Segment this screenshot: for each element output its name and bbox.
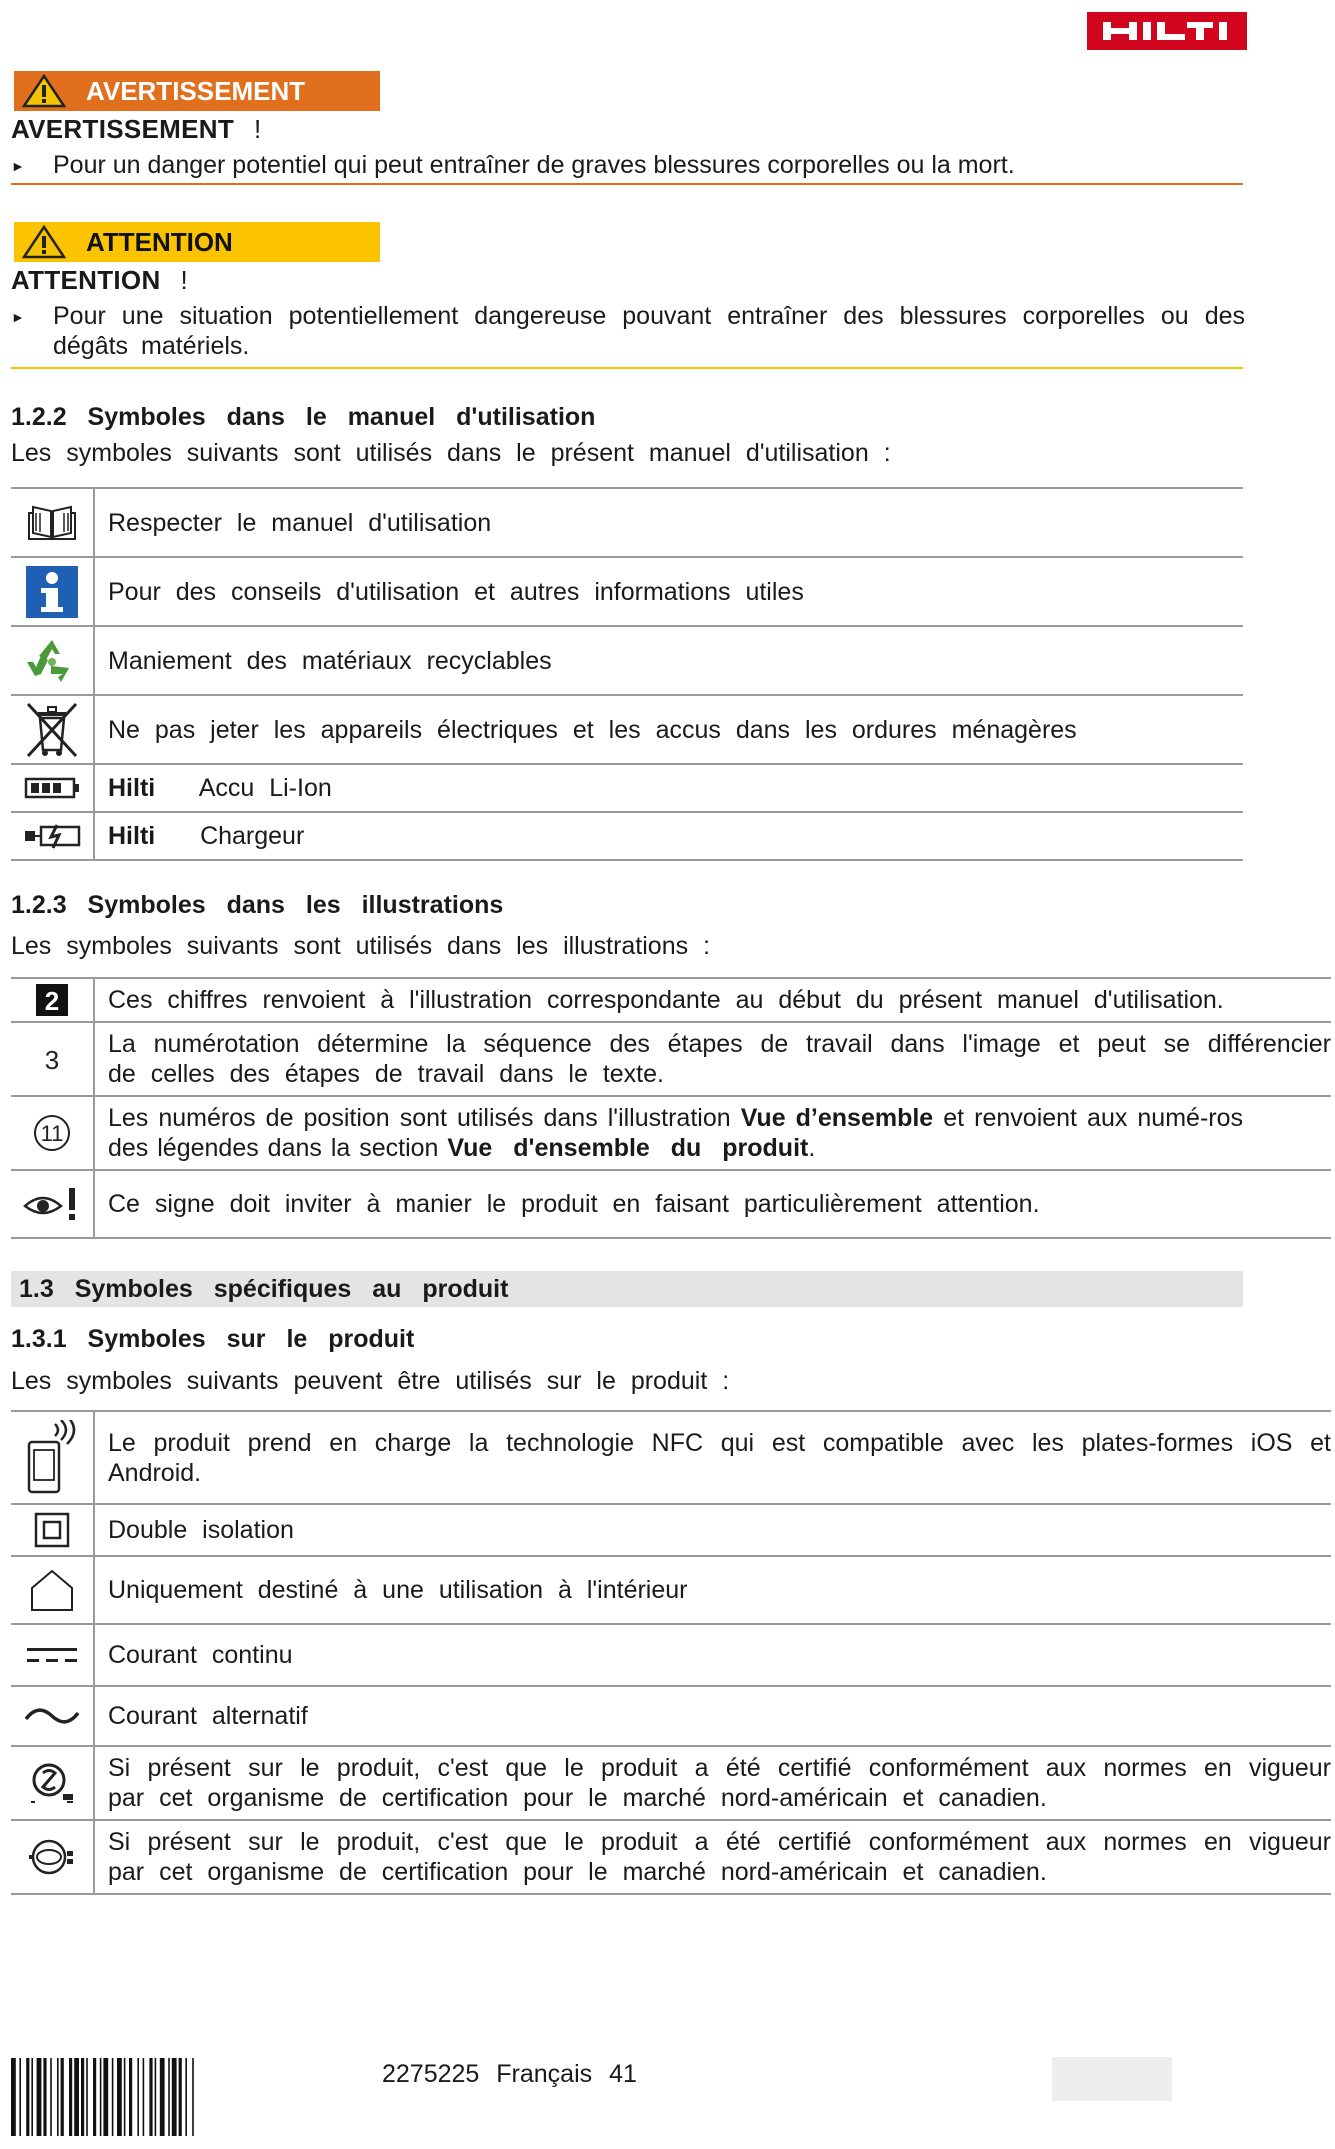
section-intro-1-2-3: Les symboles suivants sont utilisés dans les illustrations :: [11, 932, 711, 960]
table-row: Respecter le manuel d'utilisation: [11, 488, 1243, 557]
met-cert-icon: [27, 1837, 77, 1877]
warning-banner-label: AVERTISSEMENT: [86, 75, 306, 106]
battery-label: Hilti Accu Li-Ion: [94, 764, 1243, 812]
svg-text:2: 2: [44, 986, 60, 1016]
table-row: [11, 764, 1243, 812]
hilti-logo: [1087, 12, 1247, 50]
bullet-arrow-icon: ►: [11, 309, 25, 325]
warning-triangle-icon: [22, 74, 66, 108]
document-language: Français: [496, 2060, 593, 2088]
table-row: [11, 1096, 1331, 1170]
section-heading-1-2-2: 1.2.2 Symboles dans le manuel d'utilisation: [11, 403, 596, 431]
position-number-icon: [32, 1113, 72, 1153]
table-row: Si présent sur le produit, c'est que le produit a été certifié conformément aux normes en vigueur par cet organisme de certification pour le marché nord-américain et canadien.: [11, 1746, 1331, 1820]
table-row: Maniement des matériaux recyclables: [11, 626, 1243, 695]
product-symbols-table: [11, 1410, 1331, 1895]
position-number-text: Les numéros de position sont utilisés dans l'illustration Vue d’ensemble et renvoient aux numé-ros des légendes dans la section Vue d'ensemble du produit.: [94, 1096, 1331, 1170]
barcode-icon: [11, 2058, 355, 2136]
table-row: Le produit prend en charge la technologie NFC qui est compatible avec les plates-formes iOS et Android.: [11, 1411, 1331, 1504]
section-intro-1-3-1: Les symboles suivants peuvent être utilisés sur le produit :: [11, 1367, 730, 1395]
direct-current-icon: [27, 1644, 77, 1666]
table-row: Double isolation: [11, 1504, 1331, 1556]
section-heading-1-3-1: 1.3.1 Symboles sur le produit: [11, 1325, 415, 1353]
attention-eye-icon: [23, 1186, 81, 1222]
footer-grey-box: [1052, 2057, 1172, 2101]
recycle-icon: [25, 634, 79, 688]
table-row: Pour des conseils d'utilisation et autres informations utiles: [11, 557, 1243, 626]
caution-rule: [11, 367, 1243, 369]
table-row: Courant continu: [11, 1624, 1331, 1686]
document-number: 2275225: [382, 2060, 480, 2088]
table-row: 2 Ces chiffres renvoient à l'illustration correspondante au début du présent manuel d'utilisation.: [11, 978, 1331, 1022]
manual-book-icon: [27, 503, 77, 543]
table-row: [11, 812, 1243, 860]
table-row: Ne pas jeter les appareils électriques et les accus dans les ordures ménagères: [11, 695, 1243, 764]
info-icon: [26, 566, 78, 618]
table-row: Uniquement destiné à une utilisation à l'intérieur: [11, 1556, 1331, 1624]
step-number-icon: [36, 1043, 68, 1075]
hilti-logo-mark: [1093, 18, 1241, 44]
indoor-use-icon: [28, 1568, 76, 1612]
illustration-symbols-table: [11, 977, 1331, 1239]
warning-banner: [14, 71, 380, 111]
manual-symbols-table: [11, 487, 1243, 861]
nfc-phone-icon: [25, 1420, 79, 1496]
csa-cert-icon: [29, 1758, 75, 1808]
warning-title: AVERTISSEMENT !: [11, 114, 262, 144]
caution-title: ATTENTION !: [11, 265, 189, 295]
page-number: 41: [609, 2060, 637, 2088]
caution-banner-label: ATTENTION: [86, 226, 233, 257]
charger-label: Hilti Chargeur: [94, 812, 1243, 860]
caution-bullet: ► Pour une situation potentiellement dangereuse pouvant entraîner des blessures corporelles ou des dégâts matériels.: [11, 302, 1245, 360]
table-row: Courant alternatif: [11, 1686, 1331, 1746]
section-intro-1-2-2: Les symboles suivants sont utilisés dans le présent manuel d'utilisation :: [11, 439, 891, 467]
battery-icon: [24, 776, 80, 800]
table-row: Si présent sur le produit, c'est que le produit a été certifié conformément aux normes en vigueur par cet organisme de certification pour le marché nord-américain et canadien.: [11, 1820, 1331, 1894]
double-insulation-icon: [34, 1512, 70, 1548]
crossed-bin-icon: [24, 700, 80, 760]
section-heading-1-3: 1.3 Symboles spécifiques au produit: [11, 1271, 1243, 1307]
charger-icon: [23, 821, 81, 851]
svg-text:3: 3: [44, 1045, 60, 1075]
warning-rule: [11, 183, 1243, 185]
table-row: Ce signe doit inviter à manier le produit en faisant particulièrement attention.: [11, 1170, 1331, 1238]
bullet-arrow-icon: ►: [11, 158, 25, 174]
warning-triangle-icon: [22, 225, 66, 259]
warning-bullet: ► Pour un danger potentiel qui peut entraîner de graves blessures corporelles ou la mort.: [11, 151, 1015, 179]
table-row: 3 La numérotation détermine la séquence des étapes de travail dans l'image et peut se différencier de celles des étapes de travail dans le texte.: [11, 1022, 1331, 1096]
figure-number-icon: [36, 984, 68, 1016]
svg-text:11: 11: [40, 1121, 64, 1146]
alternating-current-icon: [24, 1701, 80, 1731]
caution-banner: [14, 222, 380, 262]
page-footer: [382, 2060, 637, 2089]
section-heading-1-2-3: 1.2.3 Symboles dans les illustrations: [11, 891, 504, 919]
